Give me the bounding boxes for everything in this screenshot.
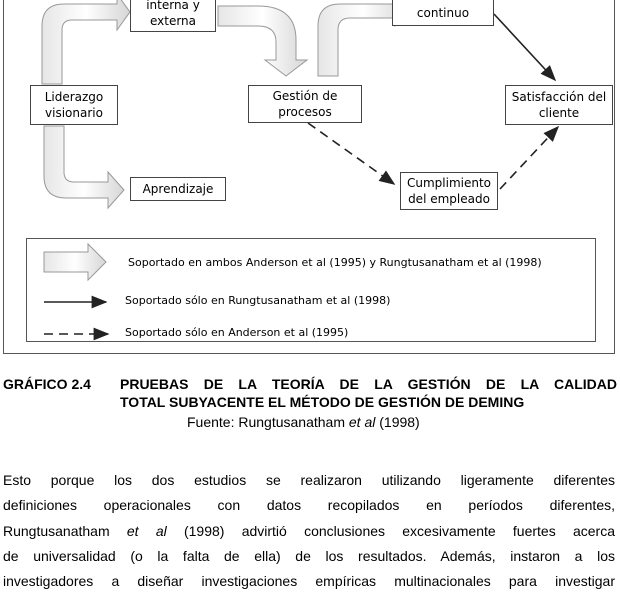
box-aprendizaje: Aprendizaje bbox=[130, 177, 226, 201]
dashed-arrow bbox=[308, 123, 394, 184]
caption-label: GRÁFICO 2.4 bbox=[3, 376, 91, 392]
paragraph-line-3 bbox=[3, 519, 615, 544]
box-gestion: Gestión de procesos bbox=[248, 85, 362, 123]
solid-arrow bbox=[494, 14, 555, 80]
legend-solid-label: Soportado sólo en Rungtusanatham et al (1998) bbox=[125, 294, 391, 307]
caption-title-line2: TOTAL SUBYACENTE EL MÉTODO DE GESTIÓN DE DEMING bbox=[120, 394, 525, 410]
block-arrow-down-right bbox=[218, 6, 307, 76]
box-cumplimiento: Cumplimiento del empleado bbox=[400, 172, 498, 210]
caption-source bbox=[187, 414, 420, 430]
caption-title-line1: PRUEBAS DE LA TEORÍA DE LA GESTIÓN DE LA CALIDAD bbox=[120, 376, 617, 392]
dashed-arrow-2 bbox=[500, 127, 558, 189]
legend-both-label: Soportado en ambos Anderson et al (1995) y Rungtusanatham et al (1998) bbox=[128, 256, 542, 269]
body-paragraph bbox=[3, 468, 615, 594]
source-prefix: Fuente: Rungtusanatham bbox=[187, 414, 349, 430]
source-italic: et al bbox=[348, 414, 376, 430]
paragraph-line-3a: Rungtusanatham bbox=[3, 522, 127, 539]
paragraph-line-5: investigadores a diseñar investigaciones empíricas multinacionales para investigar bbox=[3, 573, 615, 590]
paragraph-line-1: Esto porque los dos estudios se realizaron utilizando ligeramente diferentes bbox=[3, 472, 615, 488]
box-satisfaccion: Satisfacción del cliente bbox=[505, 85, 613, 125]
box-top-right: continuo bbox=[392, 0, 494, 26]
paragraph-line-3-italic: et al bbox=[126, 522, 167, 539]
block-arrow-up-right bbox=[42, 0, 130, 84]
legend-dashed-label: Soportado sólo en Anderson et al (1995) bbox=[125, 326, 349, 339]
paragraph-line-3b: (1998) advirtió conclusiones excesivamente fuertes acerca bbox=[166, 522, 615, 539]
source-suffix: (1998) bbox=[375, 414, 420, 430]
paragraph-line-2: definiciones operacionales con datos recopilados en períodos diferentes, bbox=[3, 497, 615, 514]
box-liderazgo: Liderazgo visionario bbox=[30, 85, 118, 125]
box-top-left: interna y externa bbox=[130, 0, 216, 32]
paragraph-line-4: de universalidad (o la falta de ella) de los resultados. Además, instaron a los bbox=[3, 547, 615, 564]
block-arrow-down-right-3 bbox=[44, 126, 124, 208]
